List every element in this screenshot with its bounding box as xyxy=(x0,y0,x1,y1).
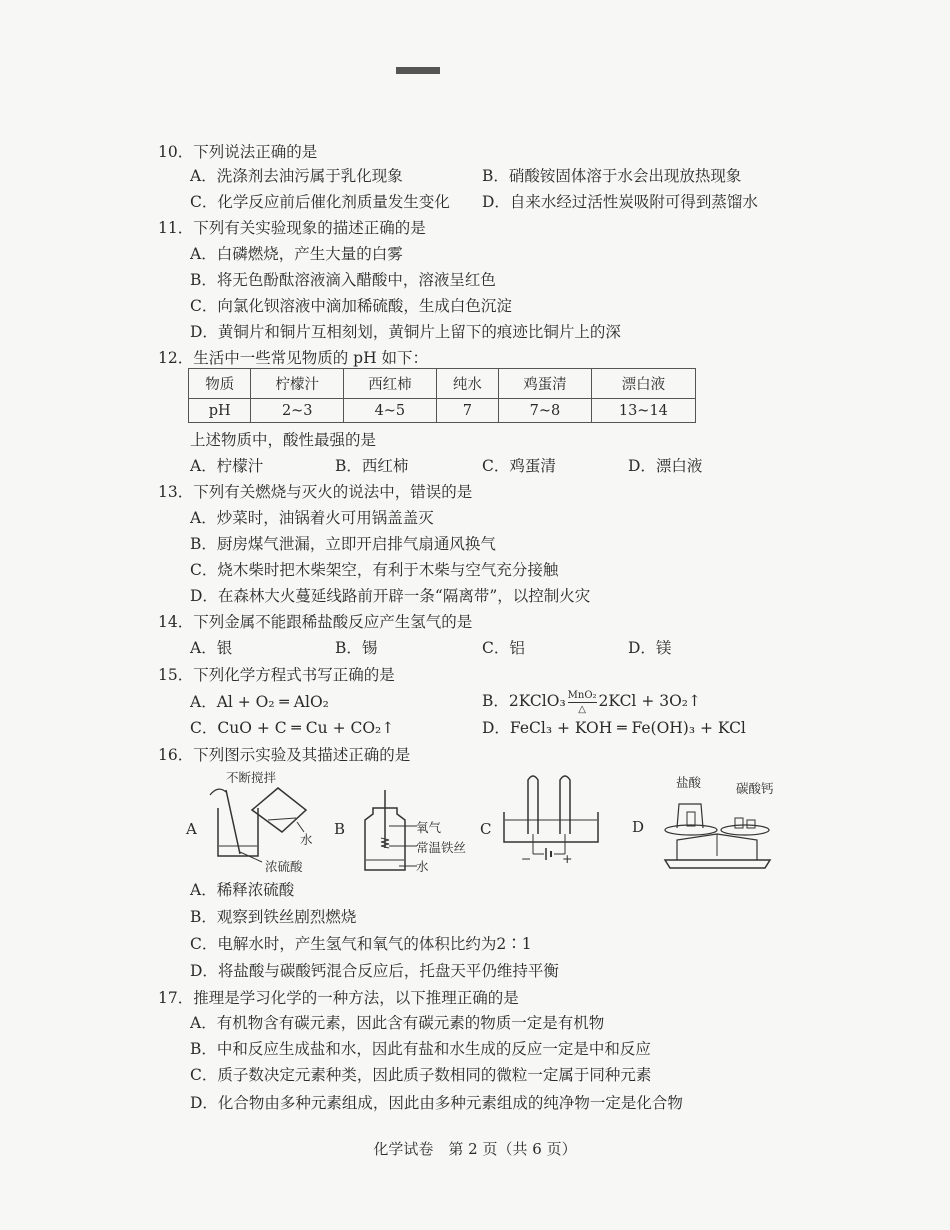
table-cell: 西红柿 xyxy=(344,369,437,399)
table-cell: 纯水 xyxy=(436,369,498,399)
q17-stem: 17．推理是学习化学的一种方法，以下推理正确的是 xyxy=(158,989,519,1007)
q17-option-d: D．化合物由多种元素组成，因此由多种元素组成的纯净物一定是化合物 xyxy=(190,1094,683,1112)
q13-stem: 13．下列有关燃烧与灭火的说法中，错误的是 xyxy=(158,483,473,501)
q11-option-a: A．白磷燃烧，产生大量的白雾 xyxy=(190,245,403,263)
q15-option-b xyxy=(482,688,701,715)
table-cell: 13~14 xyxy=(591,399,695,423)
q12-option-c: C．鸡蛋清 xyxy=(482,457,556,475)
q15-option-a: A．Al + O₂ ═ AlO₂ xyxy=(190,693,329,711)
figure-b-label: B xyxy=(334,820,346,838)
figure-c-label: C xyxy=(480,820,492,838)
q15-option-d: D．FeCl₃ + KOH ═ Fe(OH)₃ + KCl xyxy=(482,719,746,737)
q16-stem: 16．下列图示实验及其描述正确的是 xyxy=(158,746,411,764)
figure-d-hcl-label: 盐酸 xyxy=(676,775,702,790)
q15-b-product: 2KCl + 3O₂↑ xyxy=(598,692,701,710)
table-cell: 7 xyxy=(436,399,498,423)
table-cell: 漂白液 xyxy=(591,369,695,399)
q12-option-b: B．西红柿 xyxy=(335,457,409,475)
reaction-condition xyxy=(568,690,597,715)
ph-table xyxy=(188,368,696,423)
q13-option-c: C．烧木柴时把木柴架空，有利于木柴与空气充分接触 xyxy=(190,561,559,579)
figure-a-water-label: 水 xyxy=(300,832,313,847)
q12-option-a: A．柠檬汁 xyxy=(190,457,264,475)
q11-option-c: C．向氯化钡溶液中滴加稀硫酸，生成白色沉淀 xyxy=(190,297,512,315)
q10-option-b: B．硝酸铵固体溶于水会出现放热现象 xyxy=(482,167,742,185)
table-cell: 柠檬汁 xyxy=(251,369,344,399)
q11-option-d: D．黄铜片和铜片互相刻划，黄铜片上留下的痕迹比铜片上的深 xyxy=(190,323,621,341)
ph-table-value-row xyxy=(189,399,696,423)
figure-d-balance-diagram xyxy=(655,790,780,870)
q12-option-d: D．漂白液 xyxy=(628,457,703,475)
q10-option-d: D．自来水经过活性炭吸附可得到蒸馏水 xyxy=(482,193,758,211)
q16-option-c: C．电解水时，产生氢气和氧气的体积比约为2∶1 xyxy=(190,935,532,953)
catalyst-label: MnO₂ xyxy=(567,689,597,701)
figure-a-acid-label: 浓硫酸 xyxy=(265,859,303,874)
table-cell: 物质 xyxy=(189,369,251,399)
figure-b-wire-label: 常温铁丝 xyxy=(416,840,467,855)
q14-option-b: B．锡 xyxy=(335,639,378,657)
q16-option-a: A．稀释浓硫酸 xyxy=(190,881,295,899)
figure-a-label: A xyxy=(186,820,197,838)
table-cell: 鸡蛋清 xyxy=(499,369,592,399)
ph-table-header-row xyxy=(189,369,696,399)
q15-option-c: C．CuO + C ═ Cu + CO₂↑ xyxy=(190,719,395,737)
figure-d-label: D xyxy=(632,818,645,836)
q13-option-b: B．厨房煤气泄漏，立即开启排气扇通风换气 xyxy=(190,535,496,553)
table-cell: pH xyxy=(189,399,251,423)
figure-a-stir-label: 不断搅拌 xyxy=(226,770,277,785)
q16-option-d: D．将盐酸与碳酸钙混合反应后，托盘天平仍维持平衡 xyxy=(190,962,559,980)
figure-a-dilution-diagram xyxy=(200,780,330,870)
battery-minus-label: − xyxy=(521,851,532,866)
battery-plus-label: + xyxy=(562,851,573,866)
q14-option-a: A．银 xyxy=(190,639,233,657)
q17-option-a: A．有机物含有碳元素，因此含有碳元素的物质一定是有机物 xyxy=(190,1014,605,1032)
q14-option-c: C．铝 xyxy=(482,639,525,657)
q11-stem: 11．下列有关实验现象的描述正确的是 xyxy=(158,219,426,237)
q13-option-d: D．在森林大火蔓延线路前开辟一条“隔离带”，以控制火灾 xyxy=(190,587,591,605)
q12-stem: 12．生活中一些常见物质的 pH 如下： xyxy=(158,349,429,367)
q13-option-a: A．炒菜时，油锅着火可用锅盖盖灭 xyxy=(190,509,434,527)
figure-b-oxygen-label: 氧气 xyxy=(416,820,442,835)
figure-b-iron-wire-diagram xyxy=(355,790,425,880)
q10-option-c: C．化学反应前后催化剂质量发生变化 xyxy=(190,193,450,211)
figure-c-electrolysis-diagram xyxy=(498,772,608,867)
q10-stem: 10．下列说法正确的是 xyxy=(158,143,318,161)
q12-question: 上述物质中，酸性最强的是 xyxy=(190,431,377,449)
q10-option-a: A．洗涤剂去油污属于乳化现象 xyxy=(190,167,403,185)
q15-stem: 15．下列化学方程式书写正确的是 xyxy=(158,666,395,684)
q14-stem: 14．下列金属不能跟稀盐酸反应产生氢气的是 xyxy=(158,613,473,631)
table-cell: 2~3 xyxy=(251,399,344,423)
equation-bar xyxy=(568,702,597,703)
figure-b-water-label: 水 xyxy=(416,859,429,874)
figure-d-caco3-label: 碳酸钙 xyxy=(736,781,774,796)
heat-symbol: △ xyxy=(578,703,586,715)
q16-option-b: B．观察到铁丝剧烈燃烧 xyxy=(190,908,357,926)
page-footer: 化学试卷 第 2 页（共 6 页） xyxy=(373,1140,577,1158)
q15-b-reactant: B．2KClO₃ xyxy=(482,692,566,710)
q11-option-b: B．将无色酚酞溶液滴入醋酸中，溶液呈红色 xyxy=(190,271,496,289)
table-cell: 4~5 xyxy=(344,399,437,423)
q17-option-c: C．质子数决定元素种类，因此质子数相同的微粒一定属于同种元素 xyxy=(190,1066,652,1084)
page-top-mark xyxy=(396,67,440,74)
table-cell: 7~8 xyxy=(499,399,592,423)
q17-option-b: B．中和反应生成盐和水，因此有盐和水生成的反应一定是中和反应 xyxy=(190,1040,651,1058)
q14-option-d: D．镁 xyxy=(628,639,672,657)
